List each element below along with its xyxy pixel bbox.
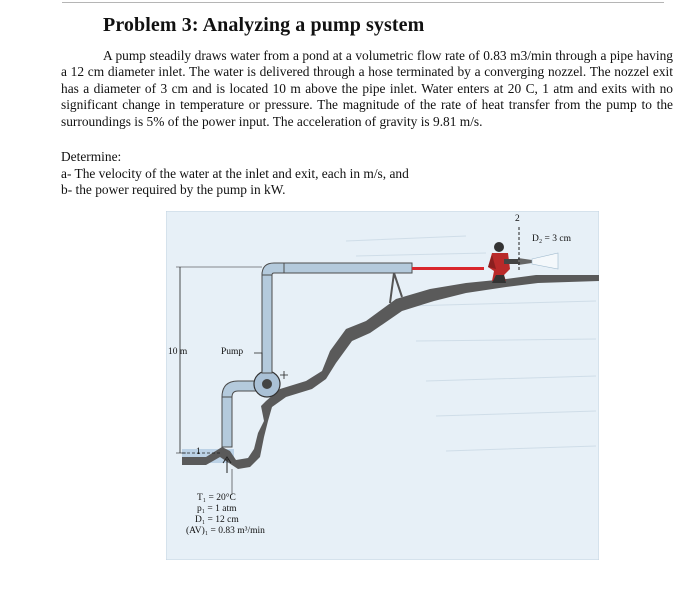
problem-title: Problem 3: Analyzing a pump system — [103, 14, 425, 36]
pump-label: Pump — [221, 347, 244, 357]
given-diameter: D₁ = 12 cm — [195, 515, 239, 525]
delivery-pipe — [284, 263, 412, 273]
inlet-station-label: 1 — [196, 447, 201, 457]
riser-pipe — [262, 273, 272, 373]
exit-station-label: 2 — [515, 214, 520, 224]
determine-label: Determine: — [61, 149, 122, 164]
given-conditions — [186, 493, 265, 537]
given-pressure: p₁ = 1 atm — [197, 504, 237, 514]
pump-hub — [262, 379, 272, 389]
height-label: 10 m — [168, 347, 188, 357]
top-rule — [62, 2, 664, 3]
given-temperature: T₁ = 20°C — [197, 493, 236, 503]
given-flow-rate: (AV)₁ = 0.83 m³/min — [186, 526, 265, 536]
exit-diameter-label: D₂ = 3 cm — [532, 234, 572, 244]
question-a: a- The velocity of the water at the inlet and exit, each in m/s, and — [61, 166, 409, 181]
hose — [412, 267, 484, 270]
inlet-pipe — [222, 397, 232, 447]
question-b: b- the power required by the pump in kW. — [61, 182, 286, 197]
problem-statement: A pump steadily draws water from a pond at a volumetric flow rate of 0.83 m3/min through a pipe having a 12 cm diameter inlet. The water is delivered through a hose terminated by a converging nozzel. The nozzel exit has a diameter of 3 cm and is located 10 m above the pipe inlet. Water enters at 20 C, 1 atm and exits with no significant change in temperature or pressure. The magnitude of the rate of heat transfer from the pump to the surroundings is 5% of the power input. The acceleration of gravity is 9.81 m/s. — [61, 48, 673, 129]
top-elbow — [262, 263, 286, 275]
